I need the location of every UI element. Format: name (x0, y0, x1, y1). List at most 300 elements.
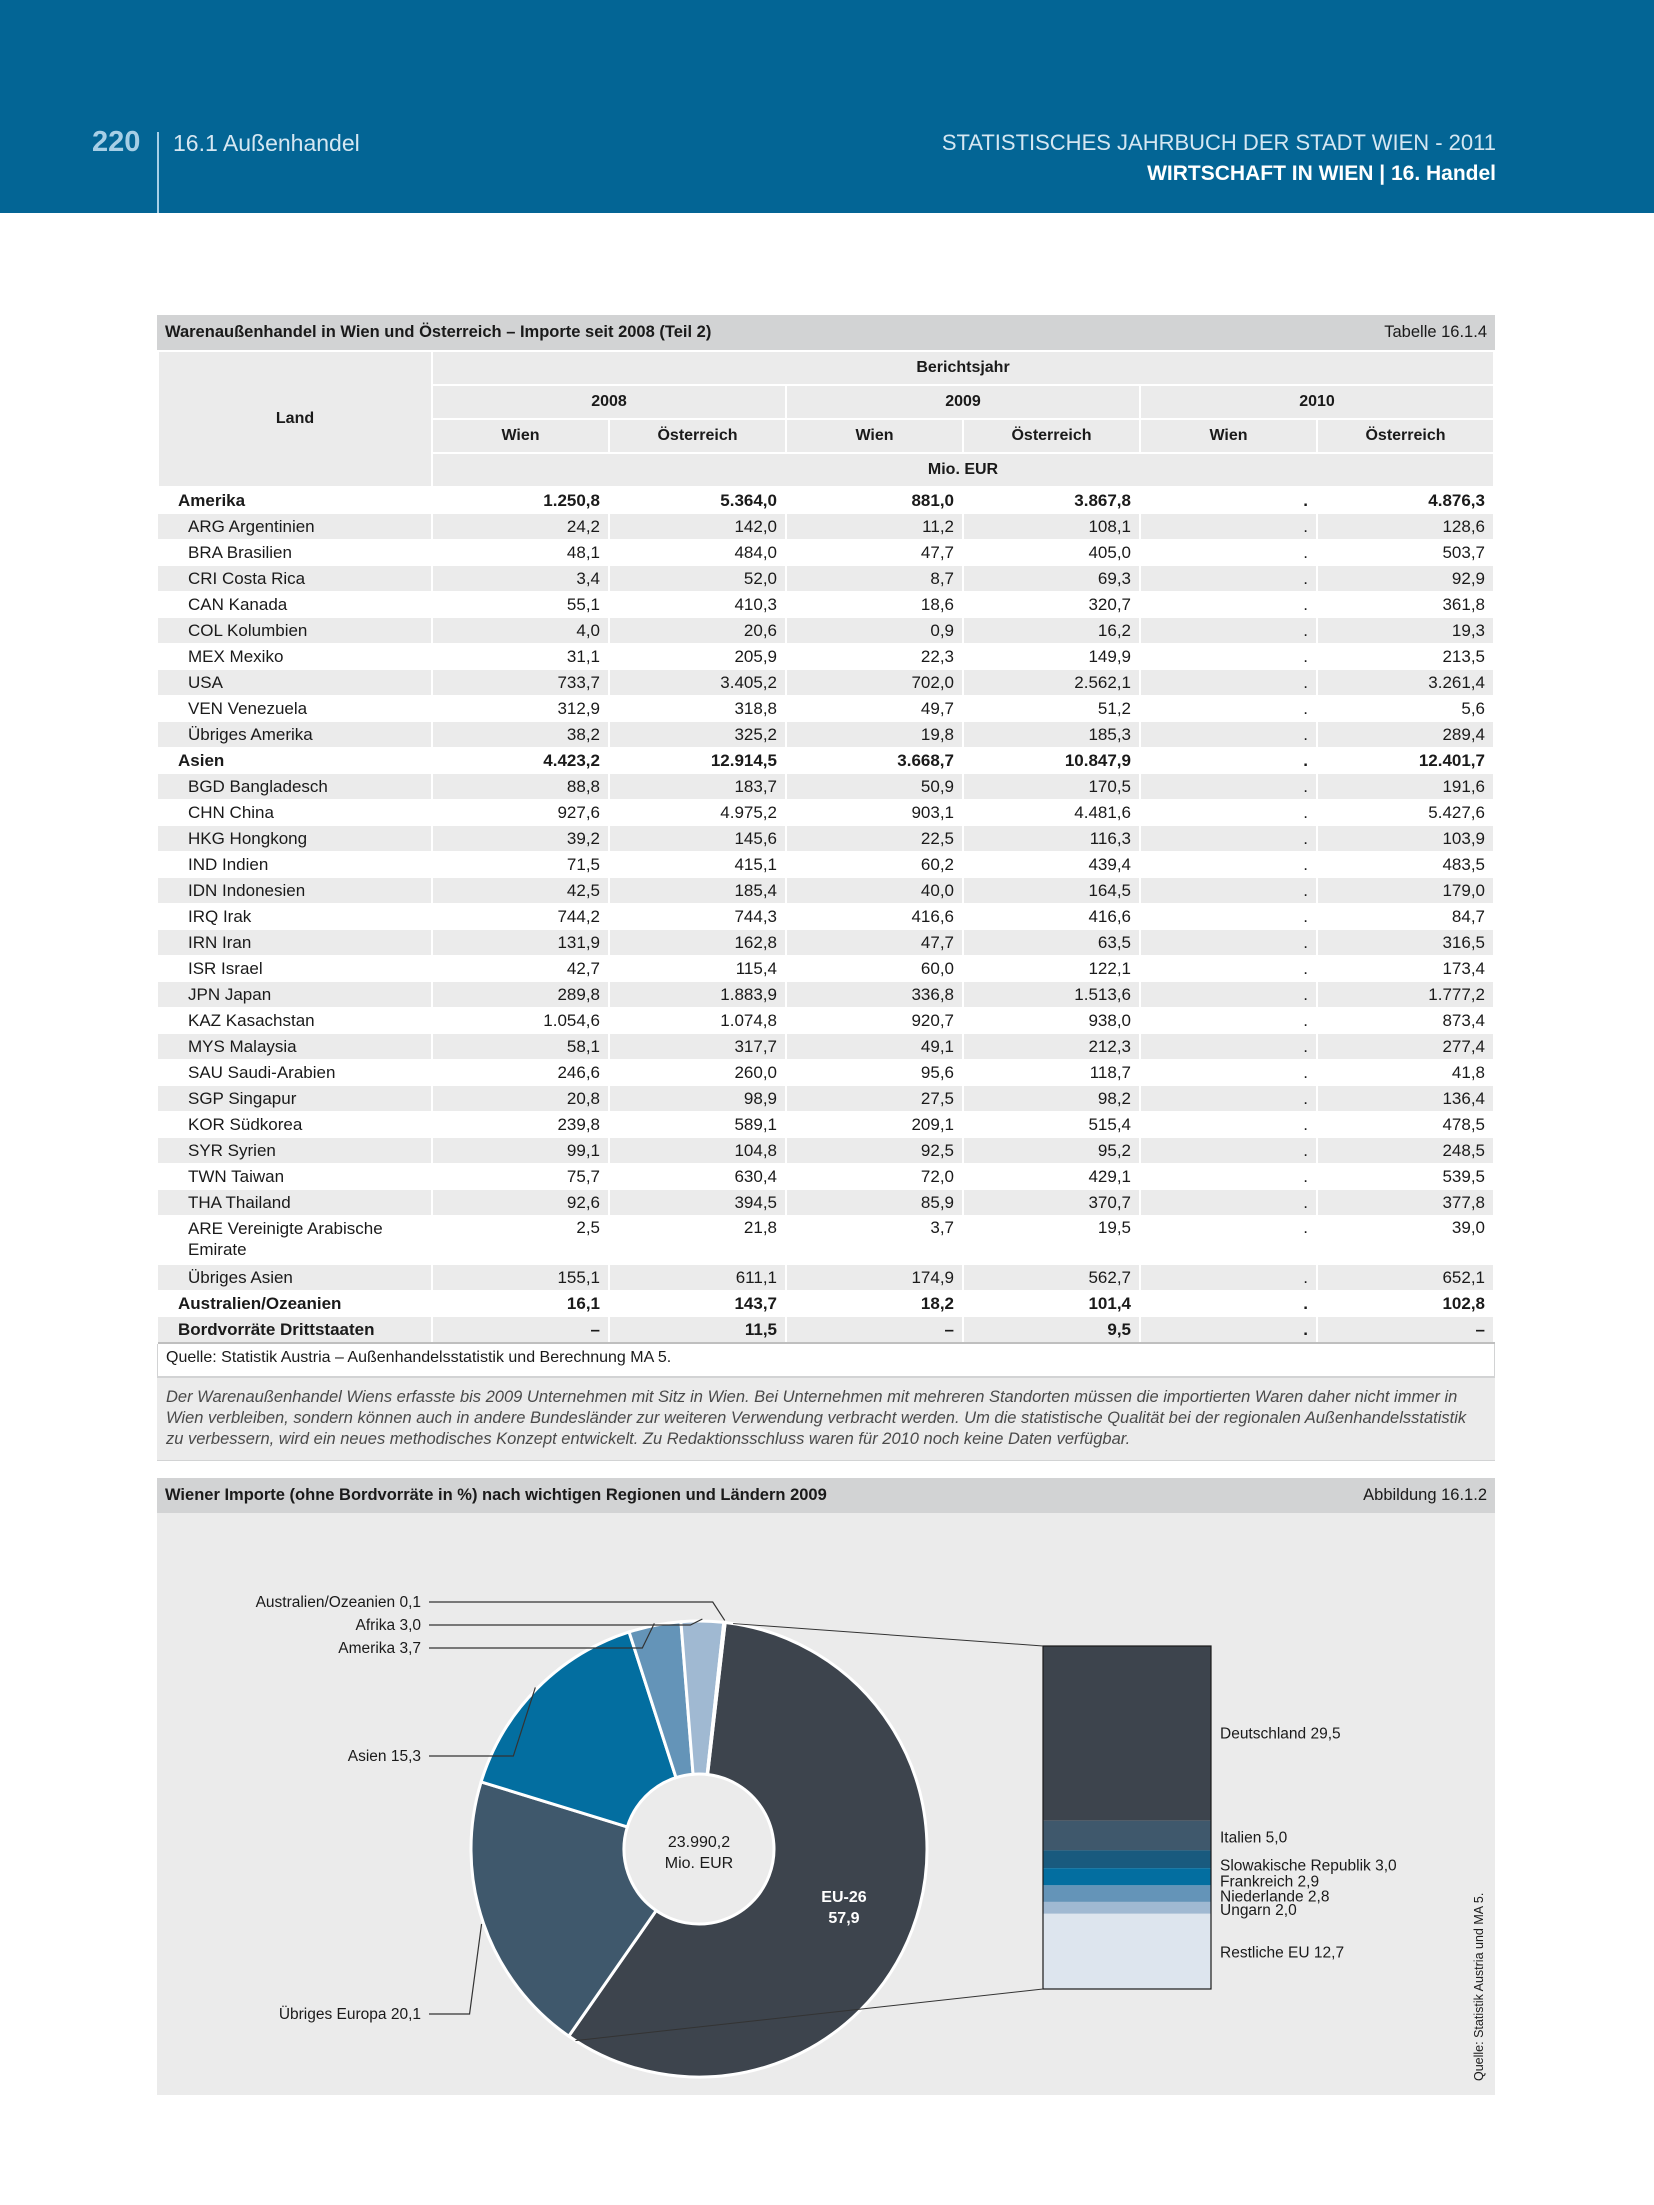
figure-number: Abbildung 16.1.2 (1363, 1486, 1487, 1504)
imports-pie-chart (157, 1513, 1495, 2095)
row-label: Australien/Ozeanien (158, 1291, 432, 1317)
bar-segment (1043, 1850, 1211, 1868)
cell-value: . (1140, 1138, 1317, 1164)
cell-value: 88,8 (432, 774, 609, 800)
cell-value: 503,7 (1317, 540, 1494, 566)
row-label: TWN Taiwan (158, 1164, 432, 1190)
cell-value: 41,8 (1317, 1060, 1494, 1086)
cell-value: 72,0 (786, 1164, 963, 1190)
cell-value: 38,2 (432, 722, 609, 748)
cell-value: 16,1 (432, 1291, 609, 1317)
cell-value: . (1140, 487, 1317, 514)
table-row (158, 1164, 1494, 1190)
cell-value: 1.777,2 (1317, 982, 1494, 1008)
row-label: BRA Brasilien (158, 540, 432, 566)
cell-value: 2,5 (432, 1216, 609, 1265)
cell-value: 102,8 (1317, 1291, 1494, 1317)
cell-value: 49,7 (786, 696, 963, 722)
cell-value: 920,7 (786, 1008, 963, 1034)
section-title: 16.1 Außenhandel (173, 130, 360, 156)
pie-label-eu-value: 57,9 (828, 1909, 860, 1927)
cell-value: 98,9 (609, 1086, 786, 1112)
cell-value: 938,0 (963, 1008, 1140, 1034)
cell-value: 478,5 (1317, 1112, 1494, 1138)
row-label: HKG Hongkong (158, 826, 432, 852)
row-label: THA Thailand (158, 1190, 432, 1216)
row-label: IND Indien (158, 852, 432, 878)
row-label: KAZ Kasachstan (158, 1008, 432, 1034)
cell-value: 55,1 (432, 592, 609, 618)
cell-value: . (1140, 1164, 1317, 1190)
bar-segment (1043, 1646, 1211, 1821)
cell-value: 8,7 (786, 566, 963, 592)
cell-value: 47,7 (786, 930, 963, 956)
cell-value: 183,7 (609, 774, 786, 800)
row-label: IRN Iran (158, 930, 432, 956)
cell-value: 27,5 (786, 1086, 963, 1112)
table-row (158, 982, 1494, 1008)
cell-value: 289,8 (432, 982, 609, 1008)
table-row (158, 1216, 1494, 1265)
cell-value: 136,4 (1317, 1086, 1494, 1112)
cell-value: 317,7 (609, 1034, 786, 1060)
row-label: ARE Vereinigte Arabische Emirate (158, 1216, 432, 1265)
header-wien: Wien (1140, 419, 1317, 453)
pie-label: Australien/Ozeanien 0,1 (255, 1594, 421, 1611)
cell-value: 4.975,2 (609, 800, 786, 826)
cell-value: . (1140, 618, 1317, 644)
table-row (158, 592, 1494, 618)
bar-label: Frankreich 2,9 (1220, 1873, 1320, 1891)
cell-value: 903,1 (786, 800, 963, 826)
cell-value: 2.562,1 (963, 670, 1140, 696)
cell-value: 69,3 (963, 566, 1140, 592)
cell-value: 116,3 (963, 826, 1140, 852)
cell-value: 439,4 (963, 852, 1140, 878)
cell-value: 179,0 (1317, 878, 1494, 904)
table-row (158, 1265, 1494, 1291)
row-label: Asien (158, 748, 432, 774)
cell-value: 4.423,2 (432, 748, 609, 774)
cell-value: 3.261,4 (1317, 670, 1494, 696)
table-body (158, 487, 1494, 1343)
table-group-row (158, 1291, 1494, 1317)
cell-value: . (1140, 566, 1317, 592)
row-label: ISR Israel (158, 956, 432, 982)
cell-value: . (1140, 930, 1317, 956)
bar-label: Deutschland 29,5 (1220, 1725, 1341, 1743)
cell-value: 162,8 (609, 930, 786, 956)
pie-label-eu: EU-26 (821, 1888, 867, 1906)
table-title: Warenaußenhandel in Wien und Österreich – Importe seit 2008 (Teil 2) (165, 323, 712, 341)
table-row (158, 852, 1494, 878)
table-row (158, 1138, 1494, 1164)
table-row (158, 1086, 1494, 1112)
cell-value: 484,0 (609, 540, 786, 566)
cell-value: 316,5 (1317, 930, 1494, 956)
cell-value: 51,2 (963, 696, 1140, 722)
table-row (158, 670, 1494, 696)
cell-value: 143,7 (609, 1291, 786, 1317)
bar-label: Italien 5,0 (1220, 1829, 1288, 1847)
pie-label: Amerika 3,7 (338, 1640, 421, 1657)
cell-value: 98,2 (963, 1086, 1140, 1112)
cell-value: . (1140, 1034, 1317, 1060)
table-row (158, 1112, 1494, 1138)
cell-value: 11,2 (786, 514, 963, 540)
table-note: Der Warenaußenhandel Wiens erfasste bis 2009 Unternehmen mit Sitz in Wien. Bei Unternehmen mit mehreren Standorten müssen die importierten Waren daher nicht immer in Wien verbleiben, sondern können auch in andere Bundesländer zur weiteren Verwendung verbracht werden. Um die statistische Qualität bei der regionalen Außenhandelsstatistik zu verbessern, wird ein neues methodisches Konzept entwickelt. Zu Redaktionsschluss waren für 2010 noch keine Daten verfügbar. (157, 1378, 1495, 1461)
row-label: BGD Bangladesch (158, 774, 432, 800)
cell-value: 4.876,3 (1317, 487, 1494, 514)
table-row (158, 722, 1494, 748)
table-title-bar (157, 315, 1495, 350)
cell-value: 85,9 (786, 1190, 963, 1216)
cell-value: 99,1 (432, 1138, 609, 1164)
cell-value: 118,7 (963, 1060, 1140, 1086)
cell-value: 20,8 (432, 1086, 609, 1112)
table-row (158, 1060, 1494, 1086)
row-label: USA (158, 670, 432, 696)
table-row (158, 826, 1494, 852)
table-row (158, 904, 1494, 930)
cell-value: 394,5 (609, 1190, 786, 1216)
table-row (158, 540, 1494, 566)
cell-value: 483,5 (1317, 852, 1494, 878)
header-oesterreich: Österreich (963, 419, 1140, 453)
cell-value: 370,7 (963, 1190, 1140, 1216)
cell-value: 320,7 (963, 592, 1140, 618)
cell-value: . (1140, 878, 1317, 904)
cell-value: . (1140, 904, 1317, 930)
cell-value: 12.914,5 (609, 748, 786, 774)
cell-value: 209,1 (786, 1112, 963, 1138)
cell-value: 92,6 (432, 1190, 609, 1216)
cell-value: 289,4 (1317, 722, 1494, 748)
table-row (158, 644, 1494, 670)
cell-value: . (1140, 826, 1317, 852)
leader-line (429, 1602, 725, 1620)
cell-value: 1.513,6 (963, 982, 1140, 1008)
cell-value: 42,5 (432, 878, 609, 904)
cell-value: 5.364,0 (609, 487, 786, 514)
cell-value: 377,8 (1317, 1190, 1494, 1216)
cell-value: 145,6 (609, 826, 786, 852)
table-row (158, 514, 1494, 540)
cell-value: 630,4 (609, 1164, 786, 1190)
cell-value: 52,0 (609, 566, 786, 592)
cell-value: 48,1 (432, 540, 609, 566)
header-land: Land (158, 351, 432, 487)
cell-value: 744,3 (609, 904, 786, 930)
row-label: IDN Indonesien (158, 878, 432, 904)
cell-value: . (1140, 982, 1317, 1008)
cell-value: 248,5 (1317, 1138, 1494, 1164)
table-row (158, 930, 1494, 956)
cell-value: . (1140, 540, 1317, 566)
cell-value: 50,9 (786, 774, 963, 800)
cell-value: 84,7 (1317, 904, 1494, 930)
cell-value: 1.250,8 (432, 487, 609, 514)
pie-label: Asien 15,3 (347, 1748, 421, 1765)
cell-value: 20,6 (609, 618, 786, 644)
cell-value: 49,1 (786, 1034, 963, 1060)
table-row (158, 566, 1494, 592)
row-label: CHN China (158, 800, 432, 826)
row-label: ARG Argentinien (158, 514, 432, 540)
cell-value: 170,5 (963, 774, 1140, 800)
cell-value: . (1140, 748, 1317, 774)
row-label: IRQ Irak (158, 904, 432, 930)
chapter-title: WIRTSCHAFT IN WIEN | 16. Handel (1147, 162, 1496, 185)
cell-value: 63,5 (963, 930, 1140, 956)
header-divider (157, 132, 159, 213)
cell-value: 21,8 (609, 1216, 786, 1265)
cell-value: 31,1 (432, 644, 609, 670)
page-number: 220 (92, 126, 141, 158)
cell-value: 71,5 (432, 852, 609, 878)
cell-value: 142,0 (609, 514, 786, 540)
cell-value: 108,1 (963, 514, 1140, 540)
header-oesterreich: Österreich (1317, 419, 1494, 453)
cell-value: 104,8 (609, 1138, 786, 1164)
imports-table (157, 350, 1495, 1344)
table-row (158, 1034, 1494, 1060)
cell-value: 60,2 (786, 852, 963, 878)
row-label: COL Kolumbien (158, 618, 432, 644)
cell-value: . (1140, 592, 1317, 618)
header-year: 2008 (432, 385, 786, 419)
cell-value: 416,6 (786, 904, 963, 930)
cell-value: . (1140, 1008, 1317, 1034)
cell-value: . (1140, 1060, 1317, 1086)
cell-value: 19,5 (963, 1216, 1140, 1265)
table-source: Quelle: Statistik Austria – Außenhandelsstatistik und Berechnung MA 5. (157, 1344, 1495, 1378)
imports-figure-block (157, 1478, 1495, 2095)
bar-label: Niederlande 2,8 (1220, 1888, 1330, 1906)
bar-segment (1043, 1902, 1211, 1914)
cell-value: 246,6 (432, 1060, 609, 1086)
cell-value: 1.054,6 (432, 1008, 609, 1034)
cell-value: 19,8 (786, 722, 963, 748)
cell-value: 325,2 (609, 722, 786, 748)
cell-value: 75,7 (432, 1164, 609, 1190)
row-label: SGP Singapur (158, 1086, 432, 1112)
table-row (158, 696, 1494, 722)
cell-value: 22,3 (786, 644, 963, 670)
table-row (158, 774, 1494, 800)
cell-value: 260,0 (609, 1060, 786, 1086)
cell-value: 95,6 (786, 1060, 963, 1086)
cell-value: 9,5 (963, 1317, 1140, 1344)
bar-label: Slowakische Republik 3,0 (1220, 1857, 1397, 1875)
cell-value: 12.401,7 (1317, 748, 1494, 774)
row-label: KOR Südkorea (158, 1112, 432, 1138)
row-label: Übriges Asien (158, 1265, 432, 1291)
cell-value: 191,6 (1317, 774, 1494, 800)
cell-value: 744,2 (432, 904, 609, 930)
cell-value: – (1317, 1317, 1494, 1344)
header-year: 2009 (786, 385, 1140, 419)
cell-value: – (786, 1317, 963, 1344)
cell-value: 122,1 (963, 956, 1140, 982)
header-wien: Wien (786, 419, 963, 453)
cell-value: 3.867,8 (963, 487, 1140, 514)
cell-value: 5.427,6 (1317, 800, 1494, 826)
cell-value: 40,0 (786, 878, 963, 904)
imports-table-block (157, 315, 1495, 1461)
cell-value: . (1140, 1112, 1317, 1138)
cell-value: . (1140, 696, 1317, 722)
cell-value: 24,2 (432, 514, 609, 540)
cell-value: 212,3 (963, 1034, 1140, 1060)
cell-value: 873,4 (1317, 1008, 1494, 1034)
cell-value: 18,6 (786, 592, 963, 618)
cell-value: 95,2 (963, 1138, 1140, 1164)
cell-value: 10.847,9 (963, 748, 1140, 774)
figure-source: Quelle: Statistik Austria und MA 5. (1472, 1892, 1486, 2081)
cell-value: 92,9 (1317, 566, 1494, 592)
cell-value: 429,1 (963, 1164, 1140, 1190)
cell-value: 239,8 (432, 1112, 609, 1138)
header-wien: Wien (432, 419, 609, 453)
cell-value: 515,4 (963, 1112, 1140, 1138)
cell-value: 103,9 (1317, 826, 1494, 852)
cell-value: 405,0 (963, 540, 1140, 566)
cell-value: 361,8 (1317, 592, 1494, 618)
cell-value: 3,4 (432, 566, 609, 592)
row-label: CRI Costa Rica (158, 566, 432, 592)
cell-value: 92,5 (786, 1138, 963, 1164)
cell-value: 3,7 (786, 1216, 963, 1265)
cell-value: 131,9 (432, 930, 609, 956)
cell-value: 185,4 (609, 878, 786, 904)
cell-value: 733,7 (432, 670, 609, 696)
cell-value: . (1140, 800, 1317, 826)
cell-value: 213,5 (1317, 644, 1494, 670)
cell-value: 16,2 (963, 618, 1140, 644)
header-berichtsjahr: Berichtsjahr (432, 351, 1494, 385)
cell-value: . (1140, 1265, 1317, 1291)
cell-value: . (1140, 1291, 1317, 1317)
cell-value: 881,0 (786, 487, 963, 514)
cell-value: 277,4 (1317, 1034, 1494, 1060)
cell-value: 58,1 (432, 1034, 609, 1060)
row-label: MEX Mexiko (158, 644, 432, 670)
cell-value: . (1140, 670, 1317, 696)
figure-title-bar (157, 1478, 1495, 1513)
table-group-row (158, 748, 1494, 774)
figure-title: Wiener Importe (ohne Bordvorräte in %) nach wichtigen Regionen und Ländern 2009 (165, 1486, 827, 1504)
pie-label: Übriges Europa 20,1 (278, 2006, 421, 2023)
pie-center-unit: Mio. EUR (664, 1855, 734, 1872)
cell-value: 205,9 (609, 644, 786, 670)
row-label: SAU Saudi-Arabien (158, 1060, 432, 1086)
row-label: Übriges Amerika (158, 722, 432, 748)
cell-value: . (1140, 1190, 1317, 1216)
cell-value: 410,3 (609, 592, 786, 618)
cell-value: 562,7 (963, 1265, 1140, 1291)
cell-value: 611,1 (609, 1265, 786, 1291)
cell-value: 19,3 (1317, 618, 1494, 644)
cell-value: 312,9 (432, 696, 609, 722)
cell-value: 5,6 (1317, 696, 1494, 722)
cell-value: 702,0 (786, 670, 963, 696)
table-number: Tabelle 16.1.4 (1384, 323, 1487, 341)
cell-value: . (1140, 722, 1317, 748)
cell-value: 101,4 (963, 1291, 1140, 1317)
table-row (158, 1008, 1494, 1034)
cell-value: 589,1 (609, 1112, 786, 1138)
row-label: MYS Malaysia (158, 1034, 432, 1060)
cell-value: 318,8 (609, 696, 786, 722)
table-group-row (158, 1317, 1494, 1344)
cell-value: . (1140, 852, 1317, 878)
cell-value: 39,2 (432, 826, 609, 852)
table-row (158, 878, 1494, 904)
row-label: VEN Venezuela (158, 696, 432, 722)
cell-value: 0,9 (786, 618, 963, 644)
row-label: Amerika (158, 487, 432, 514)
table-group-row (158, 487, 1494, 514)
pie-center-total: 23.990,2 (667, 1834, 731, 1851)
header-year: 2010 (1140, 385, 1494, 419)
table-row (158, 1190, 1494, 1216)
cell-value: 149,9 (963, 644, 1140, 670)
cell-value: 927,6 (432, 800, 609, 826)
cell-value: . (1140, 956, 1317, 982)
bar-segment (1043, 1885, 1211, 1902)
cell-value: 18,2 (786, 1291, 963, 1317)
bar-segment (1043, 1868, 1211, 1885)
table-row (158, 956, 1494, 982)
cell-value: 174,9 (786, 1265, 963, 1291)
cell-value: 185,3 (963, 722, 1140, 748)
cell-value: 3.668,7 (786, 748, 963, 774)
cell-value: 39,0 (1317, 1216, 1494, 1265)
cell-value: 1.883,9 (609, 982, 786, 1008)
row-label: SYR Syrien (158, 1138, 432, 1164)
cell-value: . (1140, 774, 1317, 800)
cell-value: 4.481,6 (963, 800, 1140, 826)
leader-line (429, 1924, 482, 2014)
bar-label: Ungarn 2,0 (1220, 1901, 1297, 1919)
cell-value: 336,8 (786, 982, 963, 1008)
cell-value: 415,1 (609, 852, 786, 878)
cell-value: . (1140, 1216, 1317, 1265)
cell-value: 115,4 (609, 956, 786, 982)
table-row (158, 618, 1494, 644)
row-label: CAN Kanada (158, 592, 432, 618)
cell-value: 416,6 (963, 904, 1140, 930)
cell-value: 128,6 (1317, 514, 1494, 540)
cell-value: 155,1 (432, 1265, 609, 1291)
table-row (158, 800, 1494, 826)
cell-value: . (1140, 644, 1317, 670)
cell-value: 173,4 (1317, 956, 1494, 982)
cell-value: 3.405,2 (609, 670, 786, 696)
cell-value: . (1140, 1317, 1317, 1344)
cell-value: 47,7 (786, 540, 963, 566)
cell-value: 652,1 (1317, 1265, 1494, 1291)
cell-value: 4,0 (432, 618, 609, 644)
header-unit: Mio. EUR (432, 453, 1494, 487)
row-label: JPN Japan (158, 982, 432, 1008)
cell-value: 164,5 (963, 878, 1140, 904)
cell-value: 42,7 (432, 956, 609, 982)
cell-value: . (1140, 514, 1317, 540)
bar-segment (1043, 1914, 1211, 1989)
yearbook-title: STATISTISCHES JAHRBUCH DER STADT WIEN - 2011 (941, 130, 1496, 155)
